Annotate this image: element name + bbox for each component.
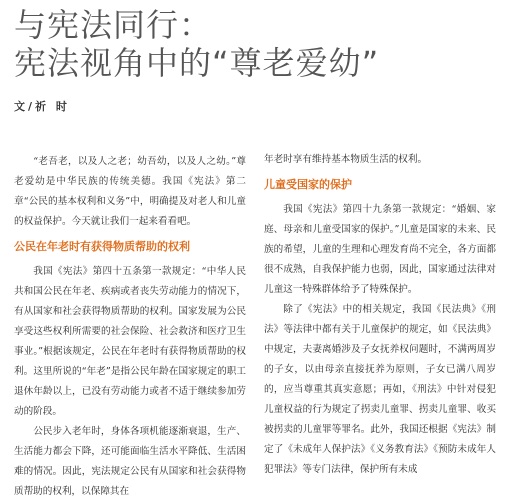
section2-paragraph-2: 除了《宪法》中的相关规定，我国《民法典》《刑法》等法律中都有关于儿童保护的规定，如《民法典》中规定，夫妻离婚涉及子女抚养权问题时，不满两周岁的子女，以由母亲直接抚养为原则，子女已满八周岁的，应当尊重其真实意愿；再如，《刑法》中针对侵犯儿童权益的行为规定了拐卖儿童罪、拐卖儿童罪、收买被拐卖的儿童罪等罪名。此外，我国还根据《宪法》制定了《未成年人保护法》《义务教育法》《预防未成年人犯罪法》等专门法律，保护所有未成 [264, 304, 496, 475]
title-line-1: 与宪法同行： [14, 6, 213, 44]
section-heading-elderly-rights: 公民在年老时有获得物质帮助的权利 [14, 240, 190, 253]
continued-paragraph: 年老时享有维持基本物质生活的权利。 [264, 154, 428, 165]
section1-paragraph-2: 公民步入老年时，身体各项机能逐渐衰退，生产、生活能力都会下降，还可能面临生活水平降低、生活困难的情况。因此，宪法规定公民有从国家和社会获得物质帮助的权利，以保障其在 [14, 426, 246, 497]
section1-paragraph-1: 我国《宪法》第四十五条第一款规定：“中华人民共和国公民在年老、疾病或者丧失劳动能力的情况下，有从国家和社会获得物质帮助的权利。国家发展为公民享受这些权利所需要的社会保险、社会救济和医疗卫生事业。”根据该规定，公民在年老时有获得物质帮助的权利。这里所说的“年老”是指公民年龄在国家规定的职工退休年龄以上，已没有劳动能力或者不适于继续参加劳动的阶段。 [14, 266, 246, 417]
title-line-2: 宪法视角中的“尊老爱幼” [14, 44, 380, 82]
article-title [14, 6, 379, 82]
section-heading-child-protection: 儿童受国家的保护 [264, 178, 352, 191]
intro-paragraph: “老吾老，以及人之老；幼吾幼，以及人之幼。”尊老爱幼是中华民族的传统美德。我国《宪法》第二章“公民的基本权利和义务”中，明确提及对老人和儿童的权益保护。今天就让我们一起来看看吧。 [14, 156, 246, 227]
left-column [14, 152, 246, 501]
section2-paragraph-1: 我国《宪法》第四十九条第一款规定：“婚姻、家庭、母亲和儿童受国家的保护。”儿童是国家的未来、民族的希望，儿童的生理和心理发育尚不完全，各方面都很不成熟，自我保护能力也弱，因此，国家通过法律对儿童这一特殊群体给予了特殊保护。 [264, 204, 496, 295]
right-column [264, 150, 496, 480]
author-byline: 文/祈 时 [14, 100, 70, 113]
